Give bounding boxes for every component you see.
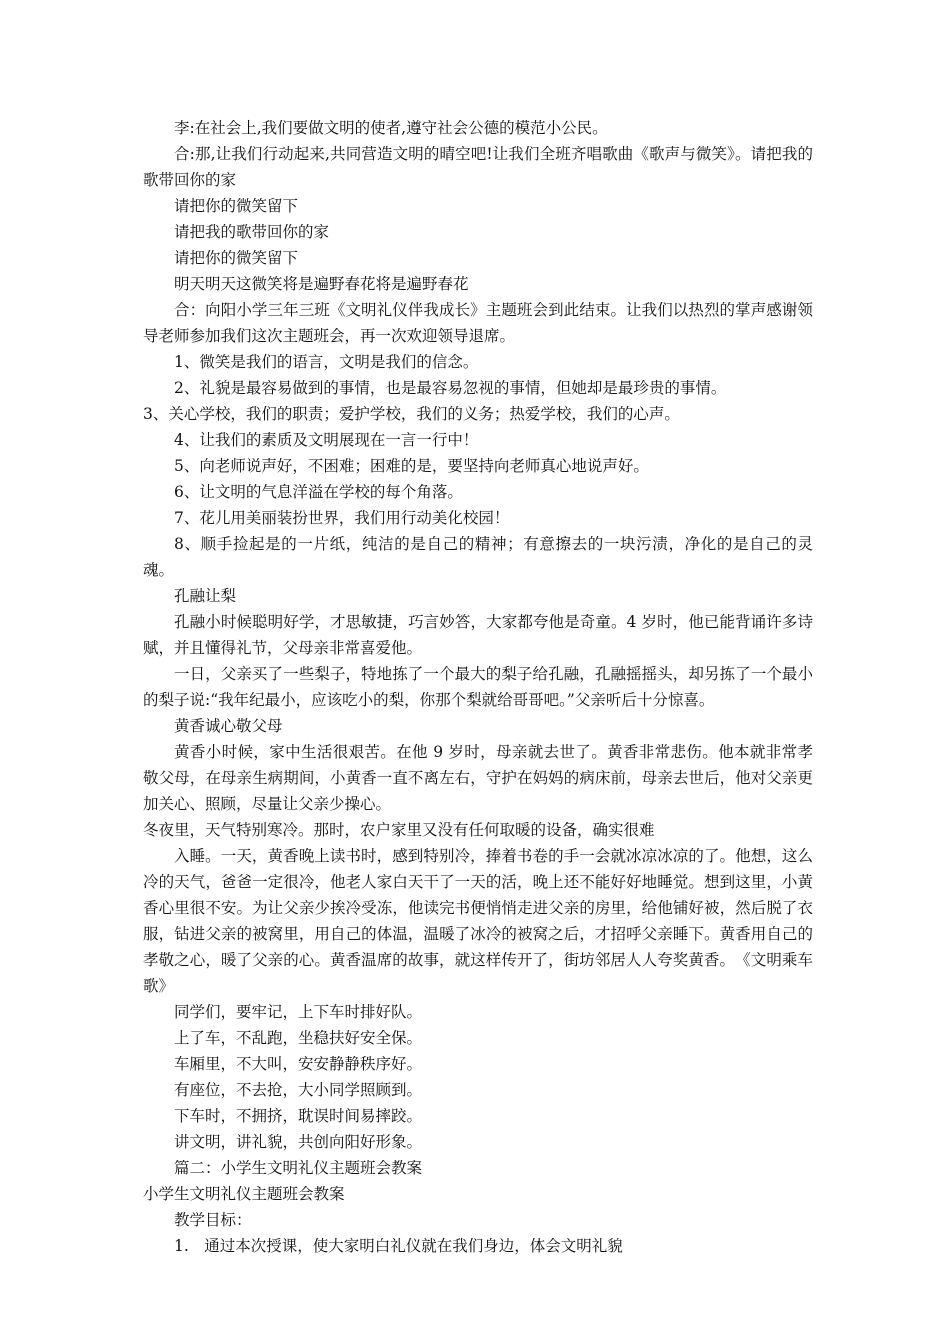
slogan-item: 3、关心学校，我们的职责；爱护学校，我们的义务；热爱学校，我们的心声。 — [143, 405, 680, 423]
paragraph: 李:在社会上,我们要做文明的使者,遵守社会公德的模范小公民。 — [174, 119, 608, 137]
paragraph: 一日，父亲买了一些梨子，特地拣了一个最大的梨子给孔融，孔融摇摇头，却另拣了一个最小的梨子说:“我年纪最小，应该吃小的梨，你那个梨就给哥哥吧。”父亲听后十分惊喜。 — [143, 665, 813, 709]
song-line: 上了车，不乱跑，坐稳扶好安全保。 — [174, 1029, 423, 1047]
paragraph: 合:那,让我们行动起来,共同营造文明的晴空吧!让我们全班齐唱歌曲《歌声与微笑》。请把我的歌带回你的家 — [143, 145, 813, 189]
paragraph: 合：向阳小学三年三班《文明礼仪伴我成长》主题班会到此结束。让我们以热烈的掌声感谢领导老师参加我们这次主题班会，再一次欢迎领导退席。 — [143, 301, 813, 345]
paragraph: 黄香小时候，家中生活很艰苦。在他 9 岁时，母亲就去世了。黄香非常悲伤。他本就非常孝敬父母，在母亲生病期间，小黄香一直不离左右，守护在妈妈的病床前，母亲去世后，他对父亲更加关心、照顾，尽量让父亲少操心。 — [143, 743, 813, 813]
paragraph: 入睡。一天，黄香晚上读书时，感到特别冷，捧着书卷的手一会就冰凉冰凉的了。他想，这么冷的天气，爸爸一定很冷，他老人家白天干了一天的活，晚上还不能好好地睡觉。想到这里，小黄香心里很不安。为让父亲少挨冷受冻，他读完书便悄悄走进父亲的房里，给他铺好被，然后脱了衣服，钻进父亲的被窝里，用自己的体温，温暖了冰冷的被窝之后，才招呼父亲睡下。黄香用自己的孝敬之心，暖了父亲的心。黄香温席的故事，就这样传开了，街坊邻居人人夸奖黄香。 《文明乘车歌》 — [143, 847, 813, 995]
slogan-item: 1、微笑是我们的语言，文明是我们的信念。 — [174, 353, 479, 371]
lyric-line: 请把我的歌带回你的家 — [174, 223, 330, 241]
slogan-item: 7、花儿用美丽装扮世界，我们用行动美化校园！ — [174, 509, 510, 527]
song-line: 有座位，不去抢，大小同学照顾到。 — [174, 1081, 423, 1099]
list-item: 1. 通过本次授课，使大家明白礼仪就在我们身边，体会文明礼貌 — [174, 1237, 623, 1255]
slogan-item: 2、礼貌是最容易做到的事情，也是最容易忽视的事情，但她却是最珍贵的事情。 — [174, 379, 727, 397]
lyric-line: 明天明天这微笑将是遍野春花将是遍野春花 — [174, 275, 469, 293]
song-line: 同学们，要牢记，上下车时排好队。 — [174, 1003, 423, 1021]
paragraph: 冬夜里，天气特别寒冷。那时，农户家里又没有任何取暖的设备，确实很难 — [143, 821, 655, 839]
song-line: 车厢里，不大叫，安安静静秩序好。 — [174, 1055, 423, 1073]
story-title: 黄香诚心敬父母 — [174, 717, 283, 735]
song-line: 下车时，不拥挤，耽误时间易摔跤。 — [174, 1107, 423, 1125]
lyric-line: 请把你的微笑留下 — [174, 197, 299, 215]
story-title: 孔融让梨 — [174, 587, 237, 605]
song-line: 讲文明，讲礼貌，共创向阳好形象。 — [174, 1133, 423, 1151]
slogan-item: 8、顺手捡起是的一片纸，纯洁的是自己的精神；有意擦去的一块污渍，净化的是自己的灵魂。 — [143, 535, 813, 579]
slogan-item: 4、让我们的素质及文明展现在一言一行中！ — [174, 431, 479, 449]
slogan-item: 6、让文明的气息洋溢在学校的每个角落。 — [174, 483, 463, 501]
slogan-item: 5、向老师说声好，不困难；困难的是，要坚持向老师真心地说声好。 — [174, 457, 649, 475]
paragraph: 孔融小时候聪明好学，才思敏捷，巧言妙答，大家都夸他是奇童。4 岁时，他已能背诵许多诗赋，并且懂得礼节，父母亲非常喜爱他。 — [143, 613, 813, 657]
document-body — [143, 115, 813, 1259]
section-title: 小学生文明礼仪主题班会教案 — [143, 1185, 345, 1203]
lyric-line: 请把你的微笑留下 — [174, 249, 299, 267]
section-heading: 篇二：小学生文明礼仪主题班会教案 — [174, 1159, 423, 1177]
subheading: 教学目标： — [174, 1211, 252, 1229]
